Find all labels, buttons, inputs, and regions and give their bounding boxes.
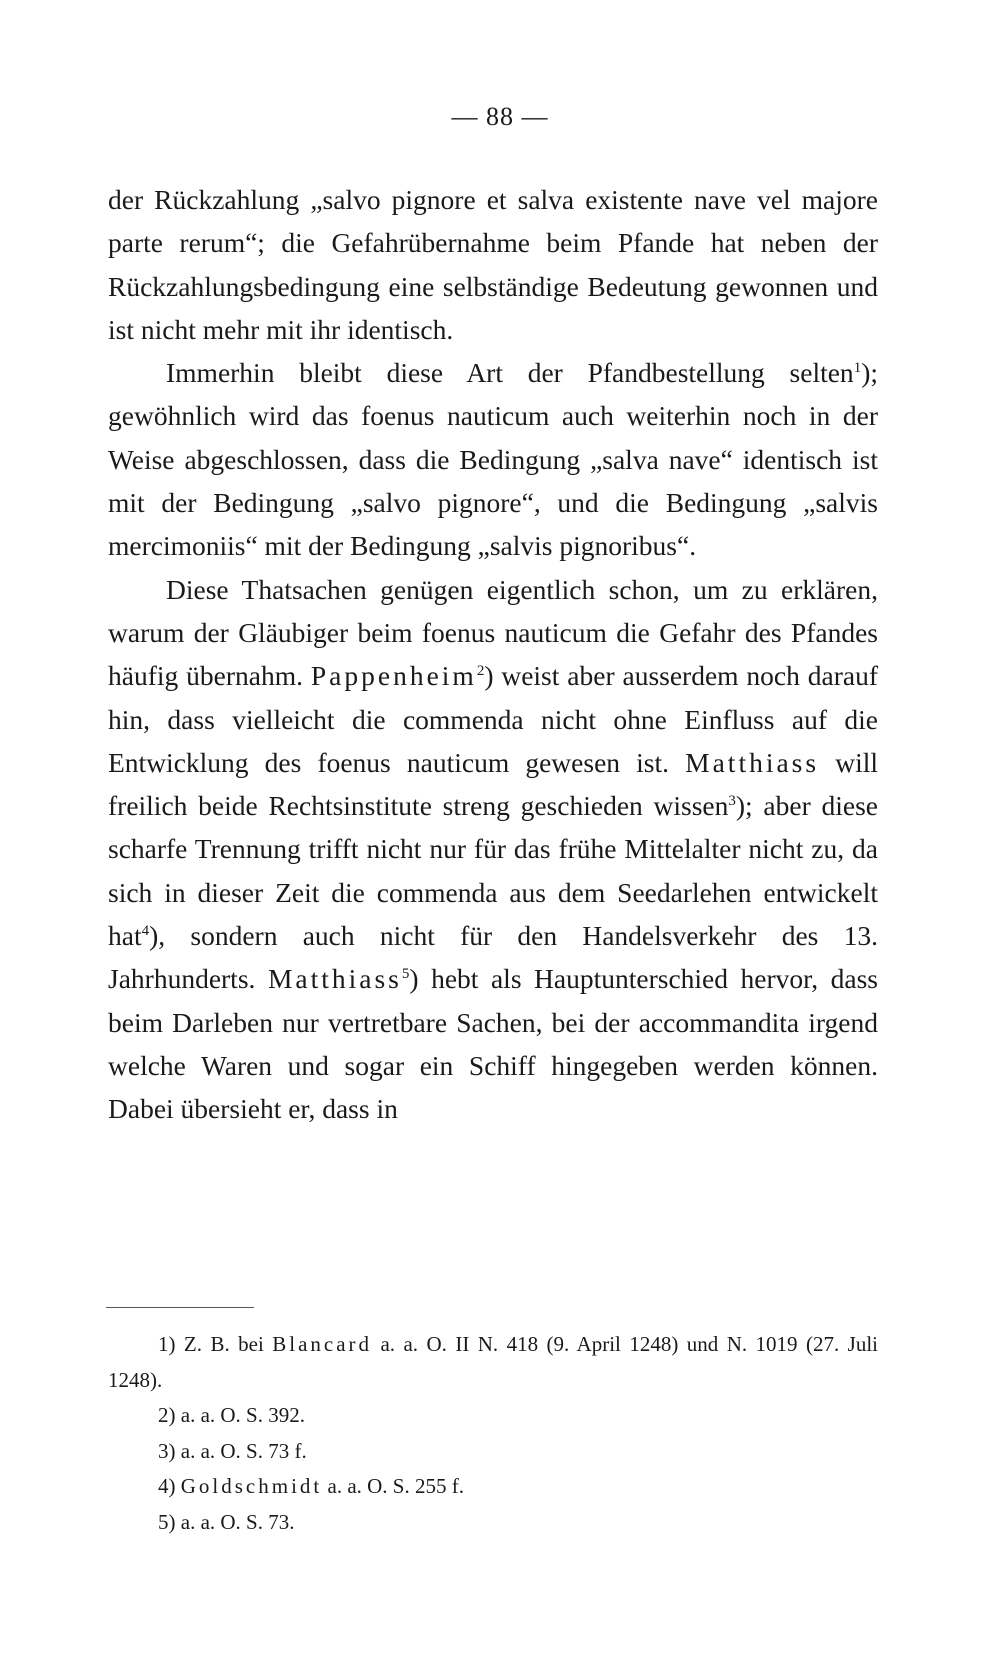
footnote: 5) a. a. O. S. 73. <box>158 1509 295 1534</box>
author-name: Matthiass <box>685 746 820 778</box>
text-run: ), sondern auch nicht für den Handelsverkehr des 13. Jahrhunderts. <box>108 920 878 995</box>
footnote <box>108 1327 878 1398</box>
page-number: — 88 — <box>451 102 549 131</box>
paragraph <box>108 568 878 1131</box>
text-run: ); aber diese scharfe Trennung trifft nicht nur für das frühe Mittelalter nicht zu, da sich in dieser Zeit die commenda aus dem Seedarlehen entwickelt hat <box>108 790 879 952</box>
paragraph <box>108 351 878 567</box>
footnote-ref: 2 <box>476 663 485 680</box>
text-run: ) hebt als Hauptunterschied hervor, dass beim Darleben nur vertretbare Sachen, bei der accommandita irgend welche Waren und sogar ein Schiff hingegeben werden können. Dabei übersieht er, dass in <box>108 963 878 1125</box>
footnote: 3) a. a. O. S. 73 f. <box>158 1438 307 1463</box>
paragraph: der Rückzahlung „salvo pignore et salva existente nave vel majore parte rerum“; die Gefahrübernahme beim Pfande hat neben der Rückzahlungsbedingung eine selbständige Bedeutung gewonnen und ist nicht mehr mit ihr identisch. <box>108 184 878 345</box>
body-text <box>108 178 878 1131</box>
footnote-ref: 5 <box>401 966 410 983</box>
author-name: Goldschmidt <box>180 1474 323 1498</box>
text-run: Diese Thatsachen genügen eigentlich schon, um zu erklären, warum der Gläubiger beim foenus nauticum die Gefahr des Pfandes häufig übernahm. <box>108 573 878 692</box>
footnote-ref: 1 <box>853 360 862 377</box>
text-run: a. a. O. II N. 418 (9. April 1248) und N. 1019 (27. Juli 1248). <box>108 1332 878 1392</box>
text-run: Immerhin bleibt diese Art der Pfandbestellung selten <box>166 357 854 389</box>
footnote-ref: 4 <box>141 922 150 939</box>
footnote: 2) a. a. O. S. 392. <box>158 1403 305 1427</box>
text-run: ); gewöhnlich wird das foenus nauticum auch weiterhin noch in der Weise abgeschlossen, dass die Bedingung „salva nave“ identisch ist mit der Bedingung „salvo pignore“, und die Bedingung „salvis mercimoniis“ mit der Bedingung „salvis pignoribus“. <box>108 357 878 562</box>
text-run: 1) Z. B. bei <box>158 1332 273 1356</box>
footnote-ref: 3 <box>728 793 736 809</box>
footnote <box>108 1469 878 1505</box>
text-run: a. a. O. S. 255 f. <box>322 1474 464 1498</box>
footnote-divider <box>106 1307 254 1308</box>
text-run: 4) <box>158 1474 181 1498</box>
text-run: ) weist aber ausserdem noch darauf hin, dass vielleicht die commenda nicht ohne Einfluss auf die Entwicklung des foenus nauticum gewesen ist. <box>108 660 878 778</box>
author-name: Matthiass <box>267 963 402 995</box>
text-run: will freilich beide Rechtsinstitute streng geschieden wissen <box>108 746 878 822</box>
footnotes <box>108 1327 878 1540</box>
author-name: Blancard <box>272 1332 373 1356</box>
author-name: Pappenheim <box>310 660 477 692</box>
